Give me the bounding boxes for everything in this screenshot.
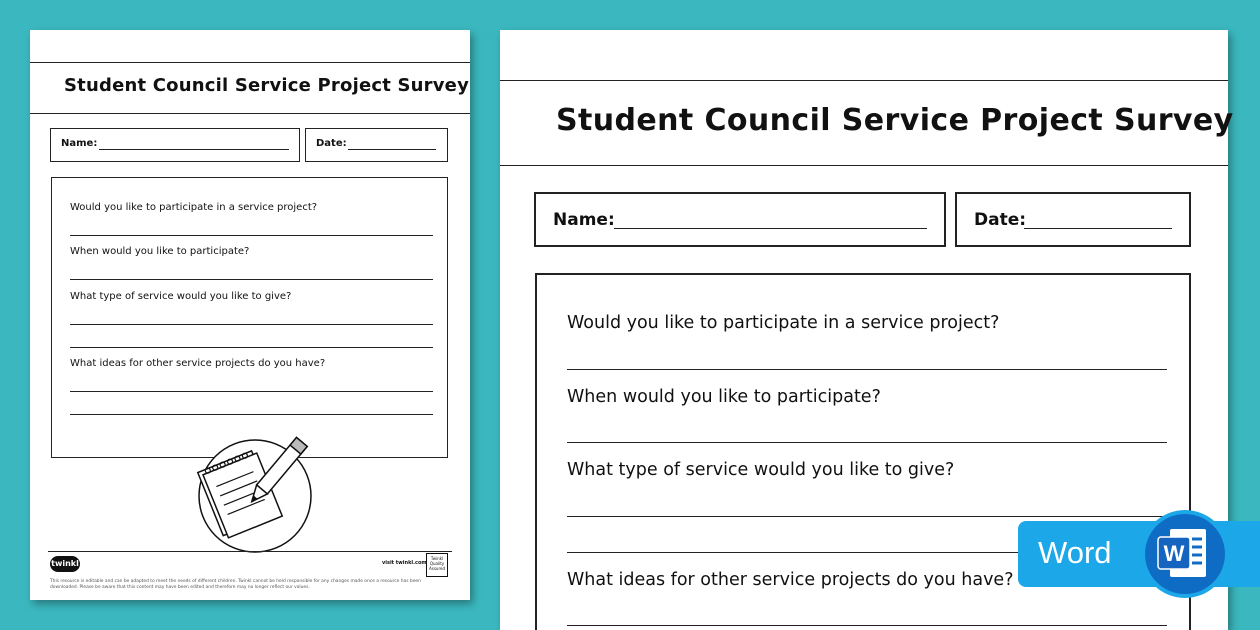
question-box — [51, 177, 448, 458]
title-band — [30, 62, 470, 114]
worksheet-thumbnail — [30, 30, 470, 600]
question-1: Would you like to participate in a service project? — [70, 202, 318, 213]
answer-line — [567, 442, 1167, 443]
footer-url: visit twinkl.com — [382, 560, 427, 566]
date-label: Date: — [316, 138, 347, 149]
date-field — [955, 192, 1191, 247]
word-format-badge — [1018, 521, 1260, 587]
question-4: What ideas for other service projects do you have? — [70, 358, 326, 369]
question-3: What type of service would you like to give? — [70, 291, 292, 302]
answer-line — [70, 324, 433, 325]
quality-badge: Twinkl Quality Assured — [426, 553, 448, 577]
microsoft-word-icon — [1140, 509, 1230, 599]
footer-note: This resource is editable and can be adapted to meet the needs of different children. Twinkl cannot be held responsible for any changes made once a resource has been downloaded. Please be aware that this content may have been edited and therefore may no longer reflect our values. — [50, 579, 421, 590]
footer-divider — [48, 551, 452, 552]
name-line — [99, 149, 289, 150]
answer-line — [567, 625, 1167, 626]
word-icon-letter: W — [1163, 541, 1185, 566]
question-1: Would you like to participate in a service project? — [567, 313, 1000, 333]
name-label: Name: — [61, 138, 98, 149]
question-2: When would you like to participate? — [70, 246, 250, 257]
word-label: Word — [1038, 535, 1112, 570]
twinkl-logo: twinkl — [50, 556, 80, 572]
name-label: Name: — [553, 210, 615, 230]
title-band — [500, 80, 1234, 166]
date-line — [348, 149, 436, 150]
notepad-pencil-icon — [185, 428, 315, 558]
name-field — [50, 128, 300, 162]
answer-line — [70, 279, 433, 280]
page-title: Student Council Service Project Survey — [556, 103, 1234, 138]
question-2: When would you like to participate? — [567, 387, 881, 407]
answer-line — [567, 369, 1167, 370]
answer-line — [567, 516, 1167, 517]
answer-line — [70, 235, 433, 236]
question-4: What ideas for other service projects do you have? — [567, 570, 1014, 590]
page-title: Student Council Service Project Survey — [64, 75, 470, 96]
date-line — [1024, 228, 1172, 229]
date-field — [305, 128, 448, 162]
answer-line — [70, 414, 433, 415]
question-3: What type of service would you like to give? — [567, 460, 955, 480]
name-line — [614, 228, 927, 229]
answer-line — [70, 347, 433, 348]
date-label: Date: — [974, 210, 1027, 230]
name-field — [534, 192, 946, 247]
answer-line — [70, 391, 433, 392]
